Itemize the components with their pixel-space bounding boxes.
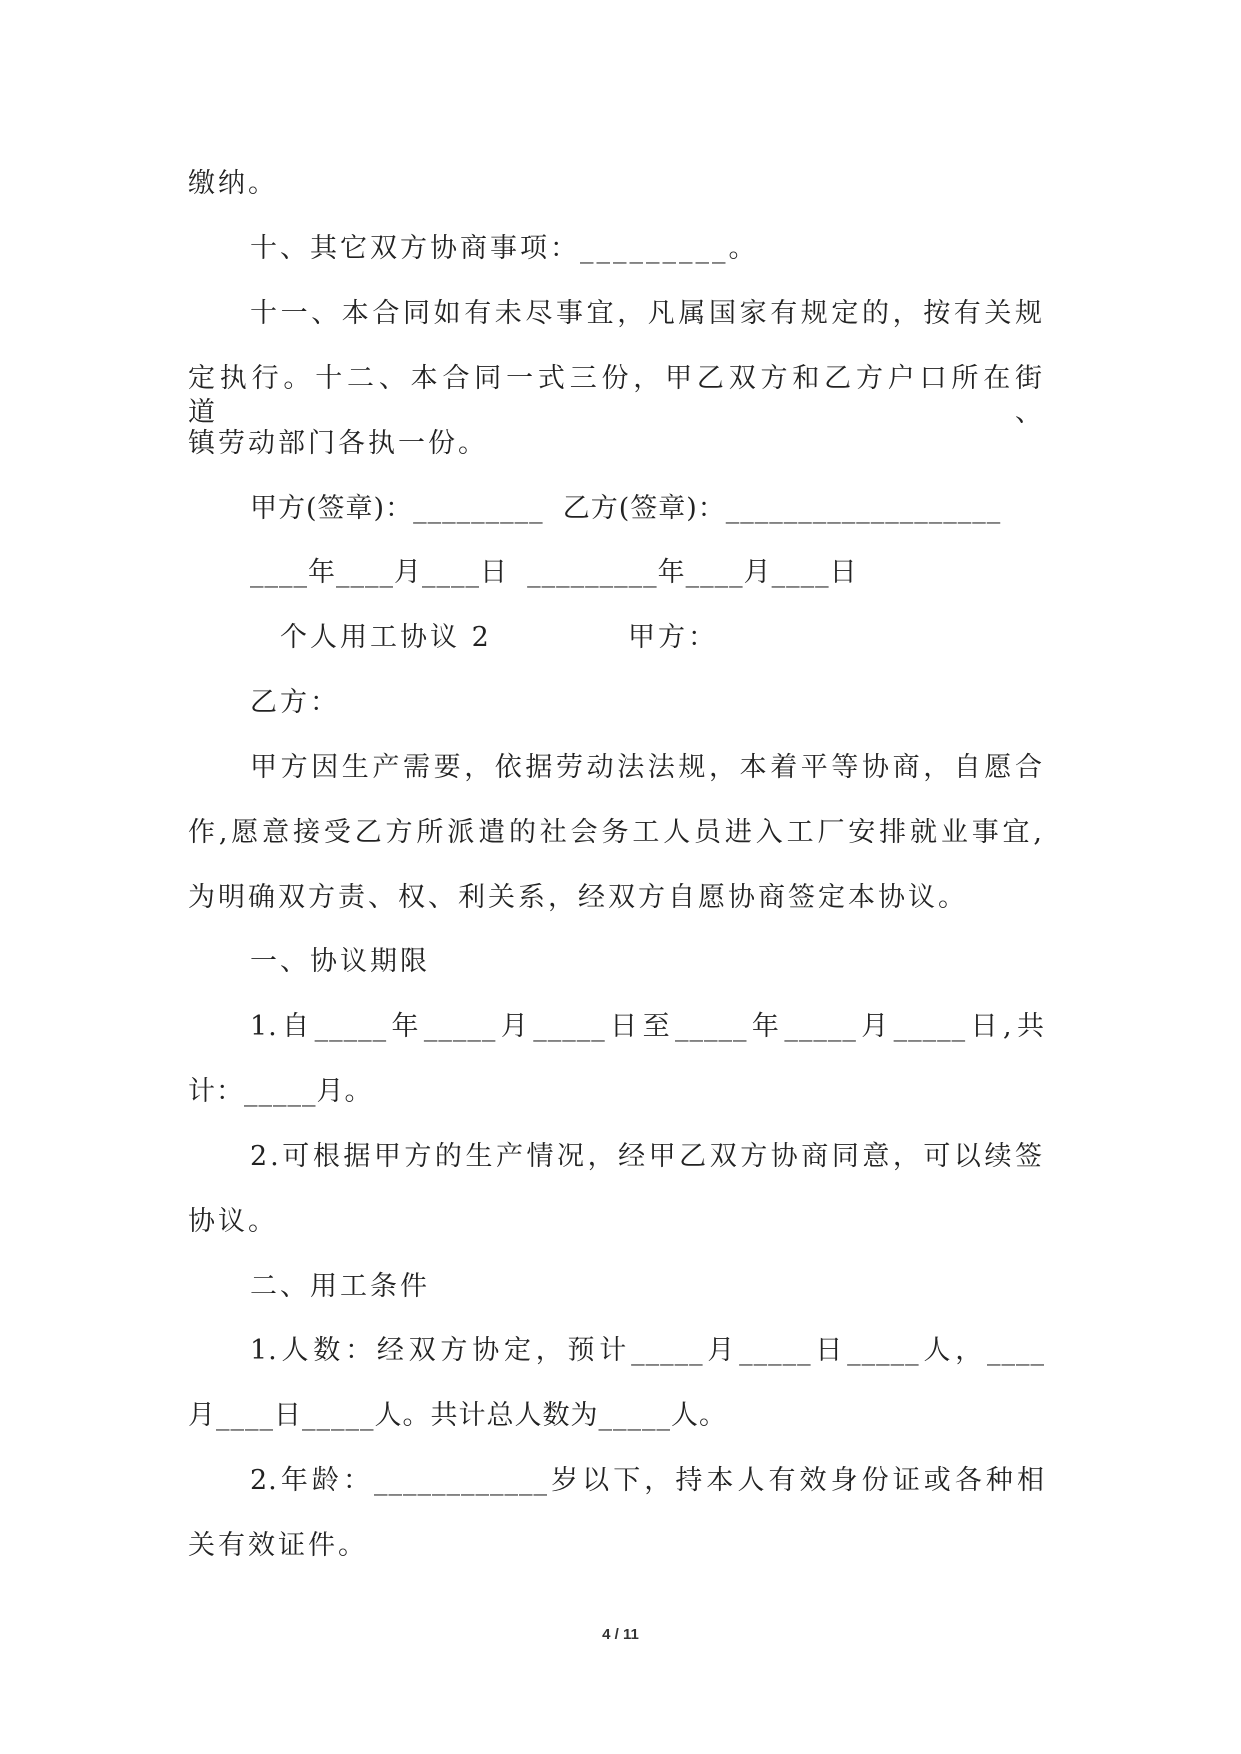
party-a-label: 甲方： — [628, 622, 718, 653]
paragraph-line: 为明确双方责、权、利关系，经双方自愿协商签定本协议。 — [188, 882, 968, 913]
paragraph-line: 十一、本合同如有未尽事宜，凡属国家有规定的，按有关规 — [250, 298, 1045, 329]
page-number: 4 / 11 — [602, 1626, 639, 1643]
section-title: 个人用工协议 2 — [280, 622, 492, 653]
paragraph-line: 十、其它双方协商事项：_________。 — [250, 233, 759, 264]
paragraph-line: 计：_____月。 — [188, 1076, 373, 1107]
party-b-label: 乙方： — [250, 687, 340, 718]
paragraph-line: 镇劳动部门各执一份。 — [188, 428, 488, 459]
paragraph-line: 2.年龄：____________岁以下，持本人有效身份证或各种相 — [250, 1465, 1045, 1496]
paragraph-line: 缴纳。 — [188, 168, 278, 199]
section-heading: 二、用工条件 — [250, 1271, 430, 1302]
paragraph-line: 协议。 — [188, 1206, 278, 1237]
section-heading: 一、协议期限 — [250, 946, 430, 977]
paragraph-line: 1.自_____年_____月_____日至_____年_____月_____日,共 — [250, 1011, 1045, 1042]
signature-line: 甲方(签章)：_________ 乙方(签章)：___________________ — [250, 493, 1002, 524]
paragraph-line: 1.人数：经双方协定，预计_____月_____日_____人，____ — [250, 1335, 1045, 1366]
paragraph-line: 关有效证件。 — [188, 1530, 368, 1561]
paragraph-line: 定执行。十二、本合同一式三份，甲乙双方和乙方户口所在街道、 — [188, 363, 1045, 428]
paragraph-line: 2.可根据甲方的生产情况，经甲乙双方协商同意，可以续签 — [250, 1141, 1045, 1172]
date-line: ____年____月____日 _________年____月____日 — [250, 557, 858, 588]
paragraph-line: 甲方因生产需要，依据劳动法法规，本着平等协商，自愿合 — [250, 752, 1045, 783]
paragraph-line: 月____日_____人。共计总人数为_____人。 — [188, 1400, 727, 1431]
paragraph-line: 作,愿意接受乙方所派遣的社会务工人员进入工厂安排就业事宜, — [188, 817, 1045, 848]
